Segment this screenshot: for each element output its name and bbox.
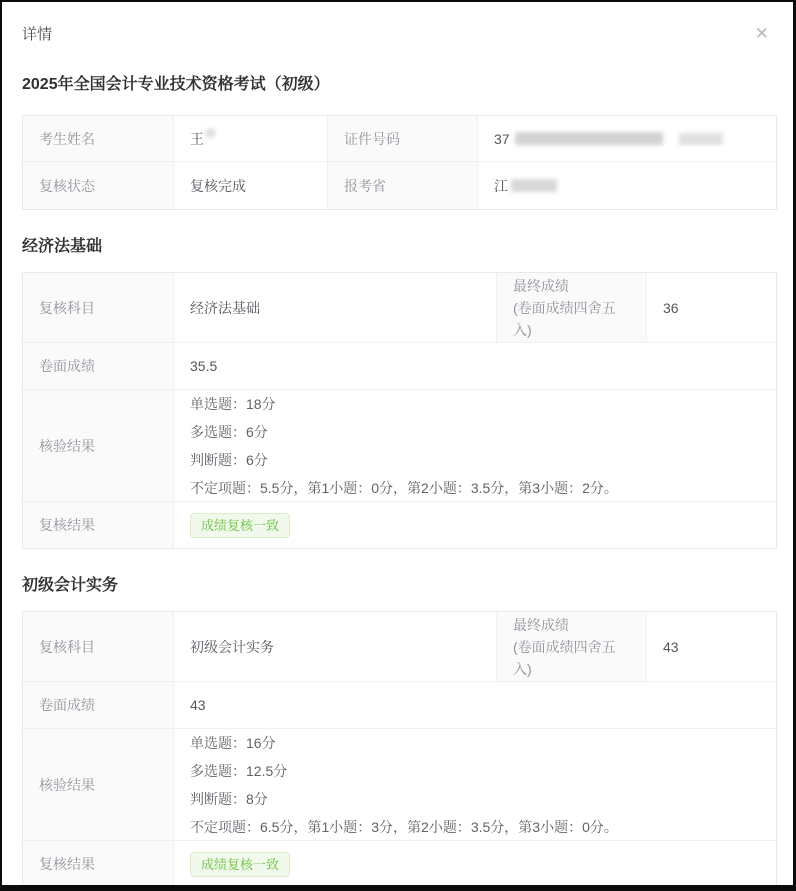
review-subject-value: 初级会计实务 [174,612,497,682]
modal-header [22,23,777,44]
final-score-label-line2: (卷面成绩四舍五入) [513,638,616,677]
candidate-info-table [22,115,777,210]
paper-score-value: 35.5 [174,343,776,390]
province-text: 江 [494,177,508,194]
redacted-id-tail-block [679,133,723,145]
score-table-economic-law [22,272,777,549]
candidate-name-label: 考生姓名 [23,116,174,162]
province-label: 报考省 [328,162,478,209]
final-score-label-line1: 最终成绩 [513,277,569,294]
score-table-accounting-practice [22,611,777,888]
redacted-province-block [511,179,557,192]
section-heading-economic-law: 经济法基础 [22,238,103,255]
final-score-value: 36 [647,273,776,343]
verify-line: 判断题：8分 [190,790,268,807]
final-score-label-line2: (卷面成绩四舍五入) [513,299,616,338]
review-subject-value: 经济法基础 [174,273,497,343]
section-heading-accounting-practice: 初级会计实务 [22,577,119,594]
paper-score-label: 卷面成绩 [23,343,174,390]
verify-result-label: 核验结果 [23,390,174,502]
final-score-label [497,612,647,682]
review-result-label: 复核结果 [23,841,174,887]
id-number-label: 证件号码 [328,116,478,162]
review-status-value: 复核完成 [174,162,328,209]
review-subject-label: 复核科目 [23,273,174,343]
modal-title: 详情 [22,26,53,43]
review-status-label: 复核状态 [23,162,174,209]
final-score-value: 43 [647,612,776,682]
verify-line: 不定项题：5.5分，第1小题：0分，第2小题：3.5分，第3小题：2分。 [190,479,618,496]
candidate-name-value [174,116,328,162]
province-value [478,162,776,209]
review-result-value [174,841,776,887]
verify-line: 单选题：16分 [190,734,276,751]
final-score-label-line1: 最终成绩 [513,616,569,633]
review-result-label: 复核结果 [23,502,174,548]
paper-score-label: 卷面成绩 [23,682,174,729]
verify-line: 多选题：6分 [190,423,268,440]
paper-score-value: 43 [174,682,776,729]
verify-result-label: 核验结果 [23,729,174,841]
verify-line: 不定项题：6.5分，第1小题：3分，第2小题：3.5分，第3小题：0分。 [190,818,618,835]
redacted-id-block [515,132,663,145]
id-number-value [478,116,776,162]
status-badge: 成绩复核一致 [190,513,290,538]
verify-line: 多选题：12.5分 [190,762,288,779]
verify-result-value [174,390,776,502]
redacted-name-block [206,129,215,137]
review-result-value [174,502,776,548]
exam-title: 2025年全国会计专业技术资格考试（初级） [22,76,330,93]
id-number-text: 37 [494,130,510,147]
verify-line: 判断题：6分 [190,451,268,468]
candidate-name-text: 王 [190,130,204,147]
verify-result-value [174,729,776,841]
verify-line: 单选题：18分 [190,395,276,412]
status-badge: 成绩复核一致 [190,852,290,877]
final-score-label [497,273,647,343]
review-subject-label: 复核科目 [23,612,174,682]
close-icon[interactable]: ✕ [754,24,769,43]
